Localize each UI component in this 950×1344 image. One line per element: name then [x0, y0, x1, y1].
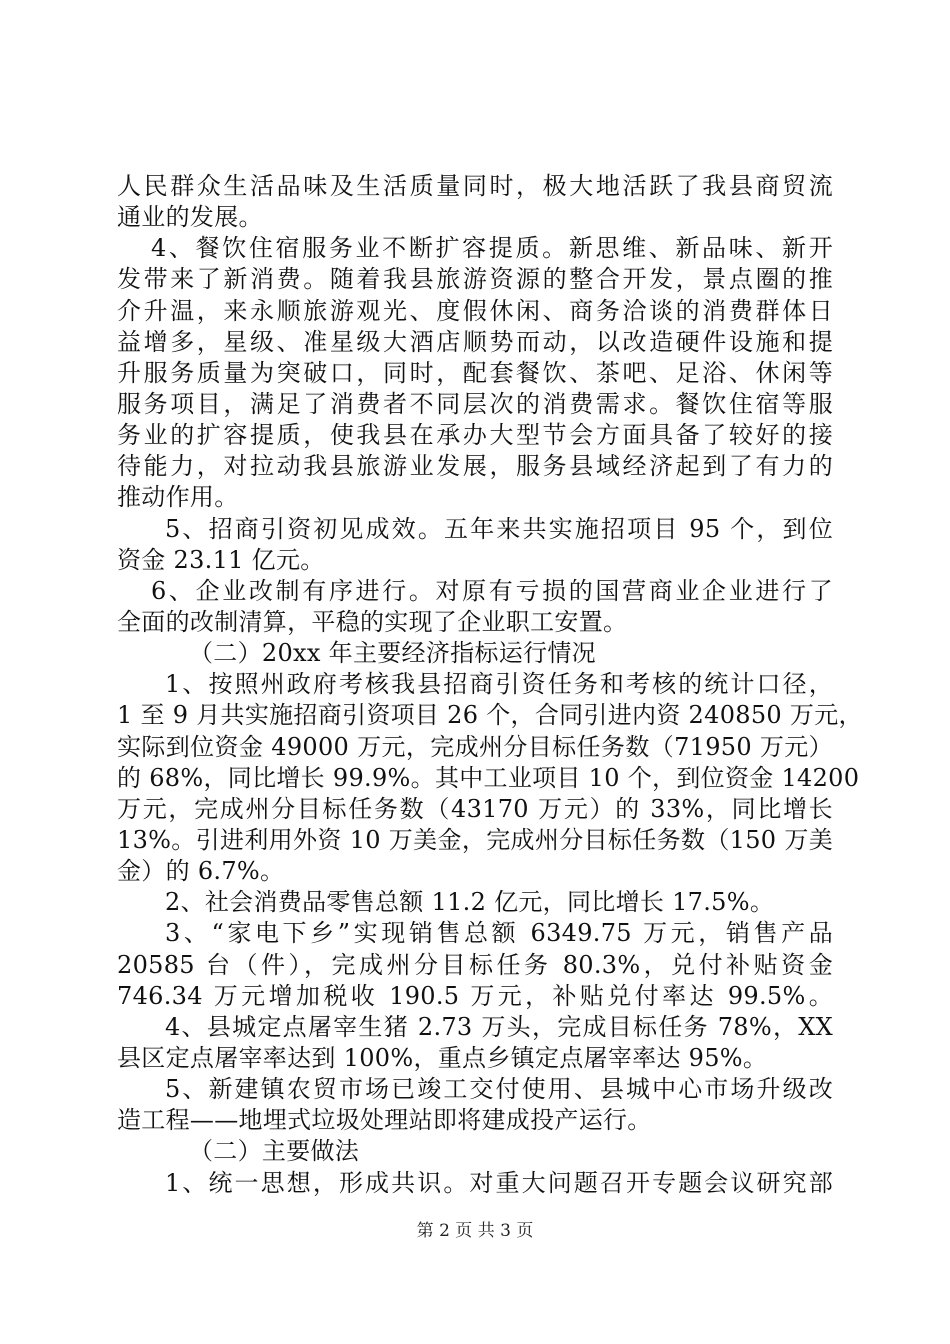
- text-line: 待能力，对拉动我县旅游业发展，服务县域经济起到了有力的: [117, 452, 833, 481]
- text-line: 发带来了新消费。随着我县旅游资源的整合开发，景点圈的推: [117, 265, 833, 294]
- text-line: 1、按照州政府考核我县招商引资任务和考核的统计口径，: [165, 670, 833, 699]
- text-line: 6、企业改制有序进行。对原有亏损的国营商业企业进行了: [151, 576, 833, 605]
- text-line: 13%。引进利用外资 10 万美金，完成州分目标任务数（150 万美: [117, 825, 833, 854]
- text-line: 资金 23.11 亿元。: [117, 545, 325, 574]
- text-line: 服务项目，满足了消费者不同层次的消费需求。餐饮住宿等服: [117, 389, 833, 418]
- text-line: 2、社会消费品零售总额 11.2 亿元，同比增长 17.5%。: [165, 888, 775, 917]
- text-line: 20585 台（件），完成州分目标任务 80.3%，兑付补贴资金: [117, 950, 833, 979]
- text-line: 实际到位资金 49000 万元，完成州分目标任务数（71950 万元）: [117, 732, 833, 761]
- text-line: 5、新建镇农贸市场已竣工交付使用、县城中心市场升级改: [165, 1075, 833, 1104]
- text-line: 万元，完成州分目标任务数（43170 万元）的 33%，同比增长: [117, 794, 833, 823]
- text-line: 县区定点屠宰率达到 100%，重点乡镇定点屠宰率达 95%。: [117, 1043, 768, 1072]
- text-line: 5、招商引资初见成效。五年来共实施招项目 95 个，到位: [165, 514, 833, 543]
- section-heading: （二）主要做法: [189, 1137, 360, 1166]
- text-line: 4、县城定点屠宰生猪 2.73 万头，完成目标任务 78%，XX: [165, 1012, 833, 1041]
- text-line: 人民群众生活品味及生活质量同时，极大地活跃了我县商贸流: [117, 172, 833, 200]
- text-line: 金）的 6.7%。: [117, 857, 285, 886]
- section-heading: （二）20xx 年主要经济指标运行情况: [189, 639, 596, 668]
- text-line: 通业的发展。: [117, 203, 263, 232]
- text-line: 介升温，来永顺旅游观光、度假休闲、商务洽谈的消费群体日: [117, 296, 833, 325]
- text-line: 746.34 万元增加税收 190.5 万元，补贴兑付率达 99.5%。: [117, 981, 833, 1010]
- text-line: 推动作用。: [117, 483, 239, 512]
- text-line: 3、“家电下乡”实现销售总额 6349.75 万元，销售产品: [165, 919, 833, 948]
- document-body: [117, 171, 863, 1199]
- text-line: 1 至 9 月共实施招商引资项目 26 个，合同引进内资 240850 万元，: [117, 701, 863, 730]
- text-line: 1、统一思想，形成共识。对重大问题召开专题会议研究部: [165, 1168, 833, 1197]
- text-line: 全面的改制清算，平稳的实现了企业职工安置。: [117, 607, 628, 636]
- text-line: 益增多，星级、准星级大酒店顺势而动，以改造硬件设施和提: [117, 327, 833, 356]
- text-line: 升服务质量为突破口，同时，配套餐饮、茶吧、足浴、休闲等: [117, 358, 833, 387]
- text-line: 的 68%，同比增长 99.9%。其中工业项目 10 个，到位资金 14200: [117, 763, 860, 792]
- page-footer: [0, 1216, 950, 1241]
- text-line: 务业的扩容提质，使我县在承办大型节会方面具备了较好的接: [117, 421, 833, 450]
- text-line: 造工程——地埋式垃圾处理站即将建成投产运行。: [117, 1106, 652, 1135]
- text-line: 4、餐饮住宿服务业不断扩容提质。新思维、新品味、新开: [151, 234, 833, 263]
- page-number-label: 第 2 页 共 3 页: [416, 1221, 534, 1241]
